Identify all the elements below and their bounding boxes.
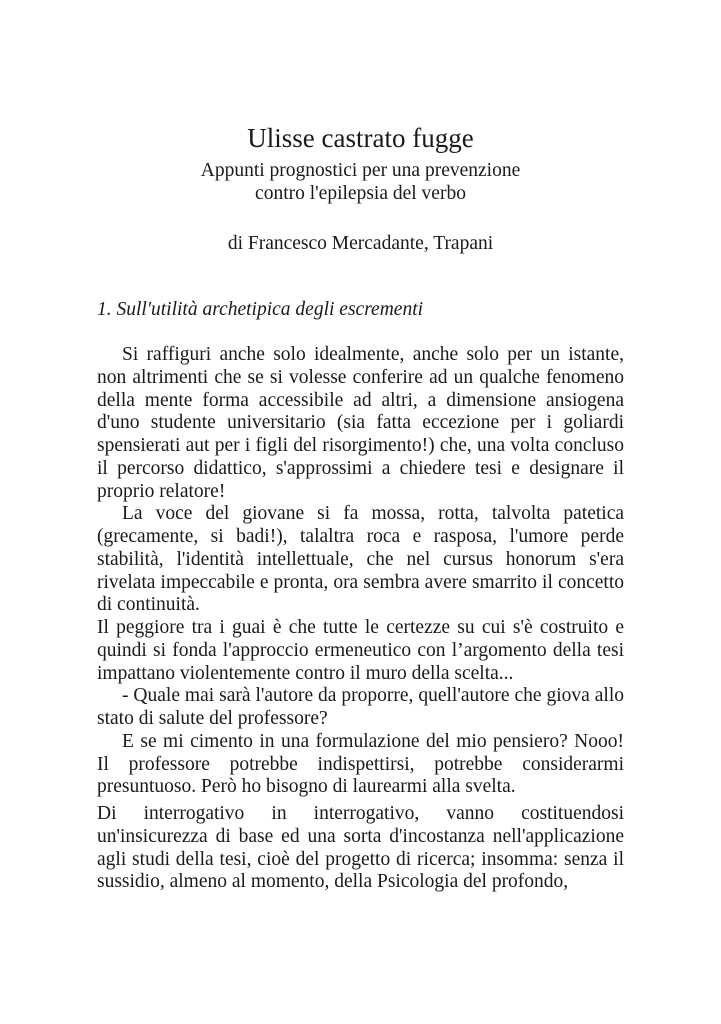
document-subtitle [0,159,721,205]
paragraph: E se mi cimento in una formulazione del mio pensiero? Nooo! Il professore potrebbe indispettirsi, potrebbe considerarmi presuntuoso. Però ho bisogno di laurearmi alla svelta. [97,730,624,798]
body-text [97,344,624,894]
paragraph: - Quale mai sarà l'autore da proporre, quell'autore che giova allo stato di salute del professore? [97,685,624,729]
paragraph: La voce del giovane si fa mossa, rotta, talvolta patetica (grecamente, si badi!), talaltra roca e rasposa, l'umore perde stabilità, l'identità intellettuale, che nel cursus honorum s'era rivelata impeccabile e pronta, ora sembra avere smarrito il concetto di continuità. [97,503,624,616]
subtitle-line-2: contro l'epilepsia del verbo [255,183,466,204]
subtitle-line-1: Appunti prognostici per una prevenzione [200,160,521,181]
paragraph: Si raffiguri anche solo idealmente, anche solo per un istante, non altrimenti che se si volesse conferire ad un qualche fenomeno della mente forma accessibile ad altri, a dimensione ansiogena d'uno studente universitario (sia fatta eccezione per i goliardi spensierati aut per i figli del risorgimento!) che, una volta concluso il percorso didattico, s'approssimi a chiedere tesi e designare il proprio relatore! [97,344,624,502]
author-line: di Francesco Mercadante, Trapani [227,233,494,254]
paragraph: Il peggiore tra i guai è che tutte le certezze su cui s'è costruito e quindi si fonda l'approccio ermeneutico con l’argomento della tesi impattano violentemente contro il muro della scelta... [97,617,624,684]
document-title: Ulisse castrato fugge [247,123,474,153]
section-heading: 1. Sull'utilità archetipica degli escrementi [97,299,424,320]
paragraph: Di interrogativo in interrogativo, vanno costituendosi un'insicurezza di base ed una sorta d'incostanza nell'applicazione agli studi della tesi, cioè del progetto di ricerca; insomma: senza il sussidio, almeno al momento, della Psicologia del profondo, [97,803,624,893]
